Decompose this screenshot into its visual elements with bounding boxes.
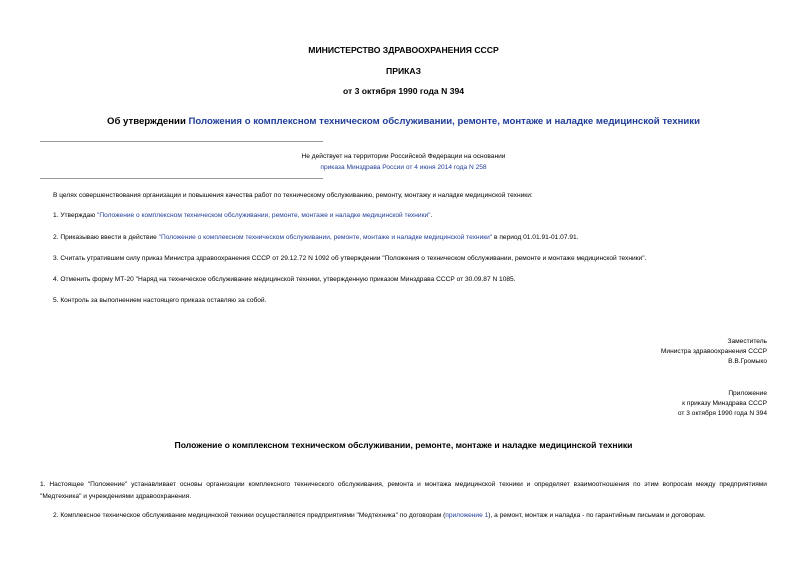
item-2: 2. Приказываю ввести в действие "Положение о комплексном техническом обслуживании, ремонте, монтаже и наладке медицинской техники" в период 01.01.91-01.07.91.: [53, 234, 579, 241]
item-2-link[interactable]: "Положение о комплексном техническом обслуживании, ремонте, монтаже и наладке медицинской техники": [158, 234, 493, 241]
document-title: [0, 116, 807, 127]
title-prefix: Об утверждении: [106, 116, 189, 127]
appendix-order-date: от 3 октября 1990 года N 394: [677, 410, 767, 417]
item-1: 1. Утверждаю "Положение о комплексном техническом обслуживании, ремонте, монтаже и наладке медицинской техники".: [53, 212, 433, 219]
signature-block: [661, 337, 767, 367]
order-date-heading: от 3 октября 1990 года N 394: [342, 86, 465, 96]
regulation-title: Положение о комплексном техническом обслуживании, ремонте, монтаже и наладке медицинской техники: [174, 440, 633, 450]
item-5: 5. Контроль за выполнением настоящего приказа оставляю за собой.: [53, 297, 267, 304]
notice-bottom-rule: [40, 178, 323, 179]
ministry-heading: МИНИСТЕРСТВО ЗДРАВООХРАНЕНИЯ СССР: [308, 45, 499, 55]
title-regulation-link[interactable]: Положения о комплексном техническом обслуживании, ремонте, монтаже и наладке медицинской техники: [188, 116, 700, 127]
item-4: 4. Отменить форму МТ-20 "Наряд на техническое обслуживание медицинской техники, утвержденную приказом Минздрава СССР от 30.09.87 N 1085.: [53, 276, 516, 283]
appendix-label: Приложение: [728, 390, 767, 397]
signature-position: Заместитель: [727, 338, 767, 345]
appendix-block: [678, 389, 767, 419]
notice-top-rule: [40, 141, 323, 142]
regulation-paragraph-1: 1. Настоящее "Положение" устанавливает основы организации комплексного технического обслуживания, ремонта и монтажа медицинской техники и определяет взаимоотношения по этим вопросам между предприятиями "Медтехника" и учреждениями здравоохранения.: [40, 481, 767, 500]
item-3: 3. Считать утратившим силу приказ Министра здравоохранения СССР от 29.12.72 N 1092 об утверждении "Положения о техническом обслуживании, ремонте и монтаже медицинской техники".: [53, 255, 647, 262]
order-type-heading: ПРИКАЗ: [386, 66, 421, 76]
appendix-1-link[interactable]: приложение 1: [445, 512, 489, 519]
notice-text: Не действует на территории Российской Федерации на основании: [301, 153, 506, 160]
item-1-link[interactable]: "Положение о комплексном техническом обслуживании, ремонте, монтаже и наладке медицинской техники": [97, 212, 431, 219]
signature-name: В.В.Громыко: [728, 358, 767, 365]
preamble-text: В целях совершенствования организации и повышения качества работ по техническому обслуживанию, ремонту, монтажу и наладке медицинской техники:: [53, 192, 533, 199]
appendix-order-ref: к приказу Минздрава СССР: [682, 400, 767, 407]
notice-link[interactable]: приказа Минздрава России от 4 июня 2014 года N 258: [320, 164, 487, 171]
signature-ministry: Министра здравоохранения СССР: [660, 348, 767, 355]
regulation-paragraph-2: 2. Комплексное техническое обслуживание медицинской техники осуществляется предприятиями "Медтехника" по договорам (приложение 1), а ремонт, монтаж и наладка - по гарантийным письмам и договорам.: [53, 512, 706, 519]
